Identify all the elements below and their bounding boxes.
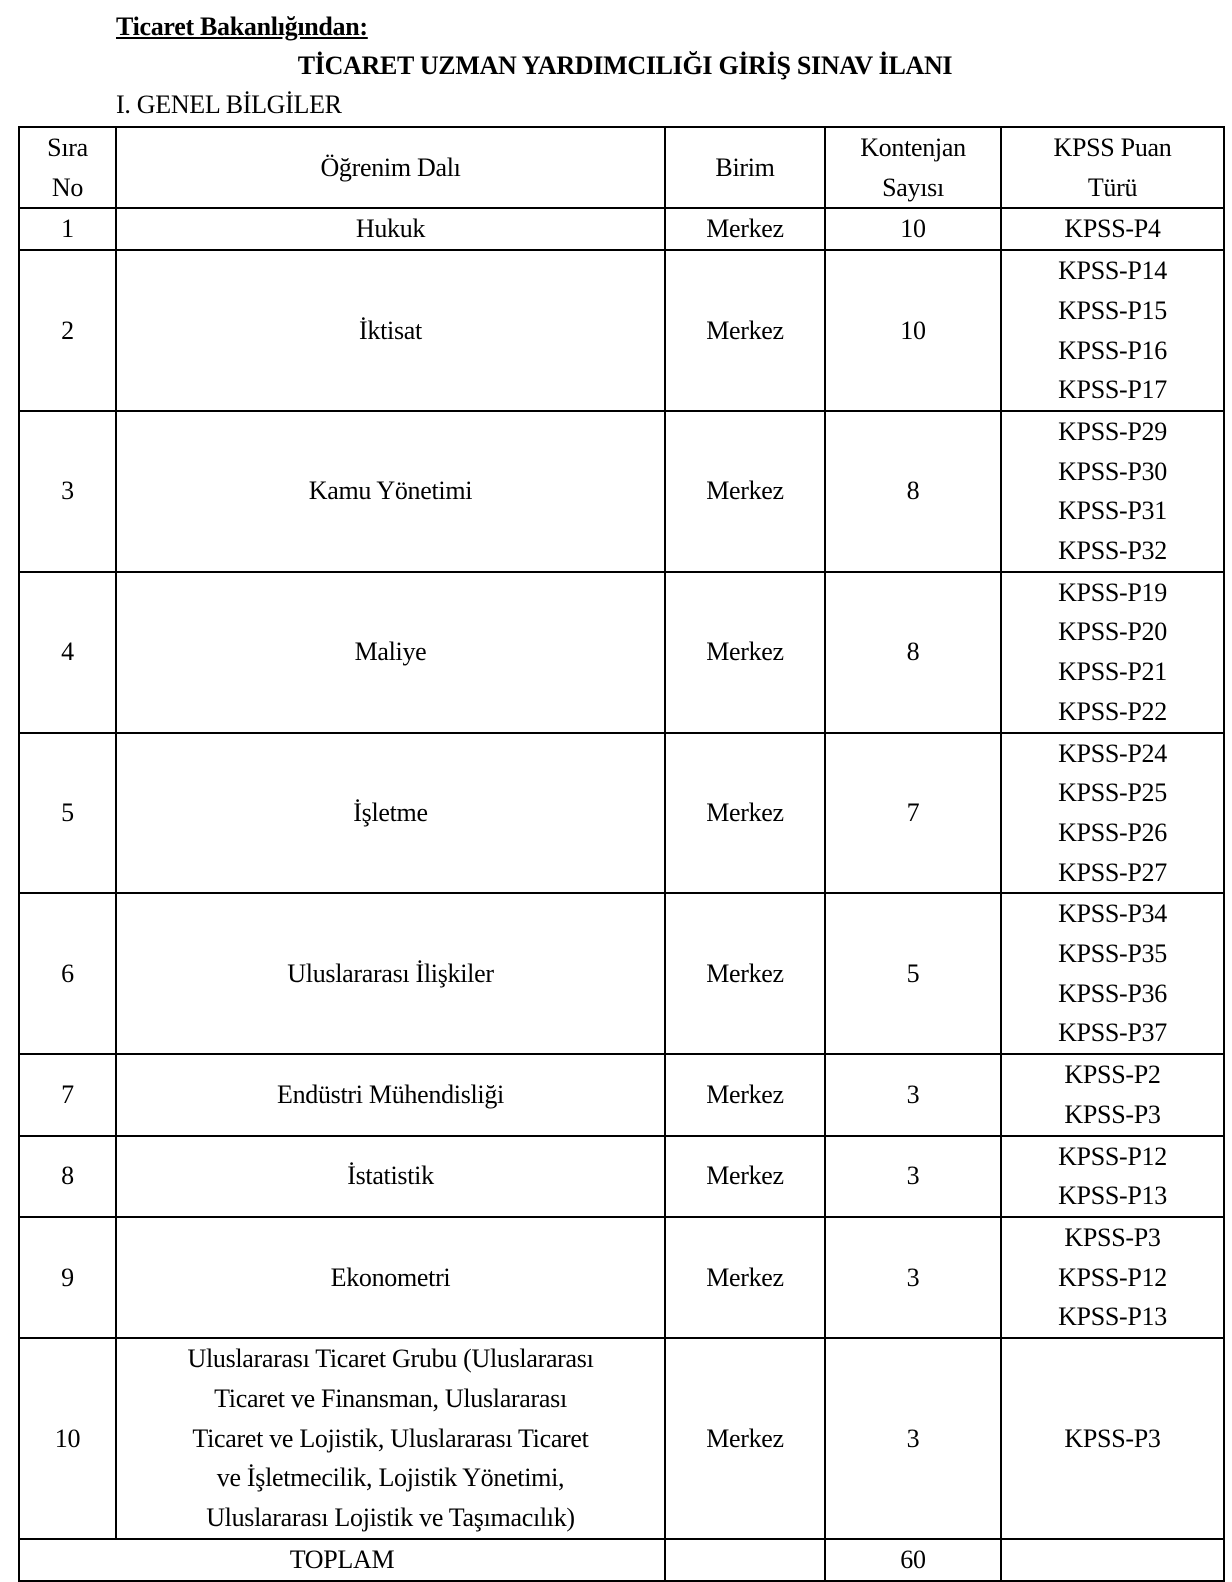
kontenjan-cell: 7 bbox=[825, 733, 1001, 894]
total-row bbox=[19, 1539, 1224, 1581]
sira-cell: 1 bbox=[19, 208, 116, 250]
puan-turu-cell bbox=[1001, 893, 1224, 1054]
puan-line: KPSS-P29 bbox=[1058, 416, 1167, 446]
birim-cell: Merkez bbox=[665, 1338, 825, 1539]
puan-line: KPSS-P25 bbox=[1058, 778, 1167, 808]
header-line: Sayısı bbox=[882, 172, 944, 202]
puan-line: KPSS-P32 bbox=[1058, 536, 1167, 566]
puan-line: KPSS-P35 bbox=[1058, 939, 1167, 969]
puan-line: KPSS-P26 bbox=[1058, 817, 1167, 847]
birim-cell: Merkez bbox=[665, 1136, 825, 1217]
ogrenim-dali-cell bbox=[116, 572, 665, 733]
puan-turu-cell bbox=[1001, 1136, 1224, 1217]
dal-line: ve İşletmecilik, Lojistik Yönetimi, bbox=[216, 1463, 565, 1493]
document-title: TİCARET UZMAN YARDIMCILIĞI GİRİŞ SINAV İLANI bbox=[297, 51, 953, 80]
ogrenim-dali-cell bbox=[116, 1217, 665, 1338]
puan-line: KPSS-P14 bbox=[1058, 256, 1167, 286]
ogrenim-dali-cell bbox=[116, 1338, 665, 1539]
kontenjan-cell: 3 bbox=[825, 1054, 1001, 1135]
birim-cell: Merkez bbox=[665, 250, 825, 411]
sira-cell: 3 bbox=[19, 411, 116, 572]
dal-line: İktisat bbox=[359, 315, 422, 345]
table-row bbox=[19, 1054, 1224, 1135]
kontenjan-cell: 8 bbox=[825, 411, 1001, 572]
puan-turu-cell bbox=[1001, 1054, 1224, 1135]
birim-cell: Merkez bbox=[665, 1054, 825, 1135]
puan-line: KPSS-P36 bbox=[1058, 978, 1167, 1008]
kontenjan-cell: 3 bbox=[825, 1217, 1001, 1338]
dal-line: Uluslararası İlişkiler bbox=[287, 958, 494, 988]
kontenjan-cell: 10 bbox=[825, 250, 1001, 411]
puan-line: KPSS-P21 bbox=[1058, 657, 1167, 687]
table-row bbox=[19, 208, 1224, 250]
puan-line: KPSS-P20 bbox=[1058, 617, 1167, 647]
header-line: Birim bbox=[715, 152, 775, 182]
table-row bbox=[19, 1338, 1224, 1539]
dal-line: İstatistik bbox=[347, 1161, 434, 1191]
table-row bbox=[19, 250, 1224, 411]
table-row bbox=[19, 411, 1224, 572]
dal-line: Kamu Yönetimi bbox=[308, 476, 473, 506]
puan-line: KPSS-P27 bbox=[1058, 857, 1167, 887]
dal-line: Endüstri Mühendisliği bbox=[277, 1080, 504, 1110]
puan-line: KPSS-P13 bbox=[1058, 1181, 1167, 1211]
dal-line: Uluslararası Ticaret Grubu (Uluslararası bbox=[187, 1344, 594, 1374]
puan-line: KPSS-P24 bbox=[1058, 738, 1167, 768]
puan-line: KPSS-P2 bbox=[1064, 1060, 1161, 1090]
header-line: No bbox=[51, 172, 84, 202]
sira-cell: 7 bbox=[19, 1054, 116, 1135]
ministry-heading: Ticaret Bakanlığından: bbox=[116, 12, 368, 41]
header-sira-no bbox=[19, 127, 116, 208]
birim-cell: Merkez bbox=[665, 208, 825, 250]
puan-turu-cell bbox=[1001, 572, 1224, 733]
puan-line: KPSS-P31 bbox=[1058, 496, 1167, 526]
table-header-row bbox=[19, 127, 1224, 208]
dal-line: Ekonometri bbox=[330, 1262, 451, 1292]
puan-line: KPSS-P16 bbox=[1058, 335, 1167, 365]
puan-turu-cell bbox=[1001, 250, 1224, 411]
kontenjan-cell: 5 bbox=[825, 893, 1001, 1054]
header-line: Öğrenim Dalı bbox=[320, 152, 461, 182]
dal-line: Uluslararası Lojistik ve Taşımacılık) bbox=[206, 1502, 575, 1532]
header-line: KPSS Puan bbox=[1053, 133, 1172, 162]
puan-turu-cell bbox=[1001, 208, 1224, 250]
header-line: Sıra bbox=[47, 133, 88, 162]
puan-turu-cell bbox=[1001, 1217, 1224, 1338]
puan-line: KPSS-P3 bbox=[1064, 1423, 1161, 1453]
birim-cell: Merkez bbox=[665, 733, 825, 894]
ogrenim-dali-cell bbox=[116, 1054, 665, 1135]
sira-cell: 8 bbox=[19, 1136, 116, 1217]
puan-turu-cell bbox=[1001, 411, 1224, 572]
header-birim bbox=[665, 127, 825, 208]
header-line: Türü bbox=[1087, 172, 1138, 202]
table-row bbox=[19, 893, 1224, 1054]
header-puan-turu bbox=[1001, 127, 1224, 208]
ogrenim-dali-cell bbox=[116, 1136, 665, 1217]
puan-line: KPSS-P3 bbox=[1064, 1222, 1161, 1252]
puan-line: KPSS-P30 bbox=[1058, 456, 1167, 486]
birim-cell: Merkez bbox=[665, 411, 825, 572]
ogrenim-dali-cell bbox=[116, 250, 665, 411]
section-heading: I. GENEL BİLGİLER bbox=[116, 90, 342, 119]
sira-cell: 6 bbox=[19, 893, 116, 1054]
total-birim-cell bbox=[665, 1539, 825, 1581]
table-row bbox=[19, 733, 1224, 894]
puan-line: KPSS-P37 bbox=[1058, 1018, 1167, 1048]
total-puan-cell bbox=[1001, 1539, 1224, 1581]
header-ogrenim-dali bbox=[116, 127, 665, 208]
header-kontenjan bbox=[825, 127, 1001, 208]
puan-line: KPSS-P19 bbox=[1058, 577, 1167, 607]
puan-line: KPSS-P12 bbox=[1058, 1141, 1167, 1171]
total-kontenjan: 60 bbox=[825, 1539, 1001, 1581]
puan-line: KPSS-P15 bbox=[1058, 295, 1167, 325]
sira-cell: 5 bbox=[19, 733, 116, 894]
puan-line: KPSS-P12 bbox=[1058, 1262, 1167, 1292]
puan-turu-cell bbox=[1001, 733, 1224, 894]
dal-line: Hukuk bbox=[355, 214, 426, 244]
sira-cell: 9 bbox=[19, 1217, 116, 1338]
dal-line: Ticaret ve Finansman, Uluslararası bbox=[214, 1383, 567, 1413]
birim-cell: Merkez bbox=[665, 893, 825, 1054]
puan-line: KPSS-P22 bbox=[1058, 696, 1167, 726]
total-label: TOPLAM bbox=[19, 1539, 665, 1581]
puan-line: KPSS-P13 bbox=[1058, 1302, 1167, 1332]
ogrenim-dali-cell bbox=[116, 411, 665, 572]
puan-line: KPSS-P3 bbox=[1064, 1099, 1161, 1129]
puan-line: KPSS-P34 bbox=[1058, 899, 1167, 929]
puan-turu-cell bbox=[1001, 1338, 1224, 1539]
sira-cell: 10 bbox=[19, 1338, 116, 1539]
sira-cell: 4 bbox=[19, 572, 116, 733]
birim-cell: Merkez bbox=[665, 572, 825, 733]
ogrenim-dali-cell bbox=[116, 733, 665, 894]
table-row bbox=[19, 572, 1224, 733]
table-row bbox=[19, 1136, 1224, 1217]
kontenjan-cell: 3 bbox=[825, 1136, 1001, 1217]
table-row bbox=[19, 1217, 1224, 1338]
kontenjan-cell: 3 bbox=[825, 1338, 1001, 1539]
kontenjan-cell: 8 bbox=[825, 572, 1001, 733]
kontenjan-cell: 10 bbox=[825, 208, 1001, 250]
ogrenim-dali-cell bbox=[116, 893, 665, 1054]
puan-line: KPSS-P17 bbox=[1058, 375, 1167, 405]
puan-line: KPSS-P4 bbox=[1064, 214, 1161, 244]
birim-cell: Merkez bbox=[665, 1217, 825, 1338]
sira-cell: 2 bbox=[19, 250, 116, 411]
header-line: Kontenjan bbox=[860, 133, 966, 162]
dal-line: Maliye bbox=[354, 637, 427, 667]
dal-line: İşletme bbox=[353, 798, 428, 828]
quota-table bbox=[18, 126, 1225, 1582]
ogrenim-dali-cell bbox=[116, 208, 665, 250]
dal-line: Ticaret ve Lojistik, Uluslararası Ticaret bbox=[192, 1423, 589, 1453]
